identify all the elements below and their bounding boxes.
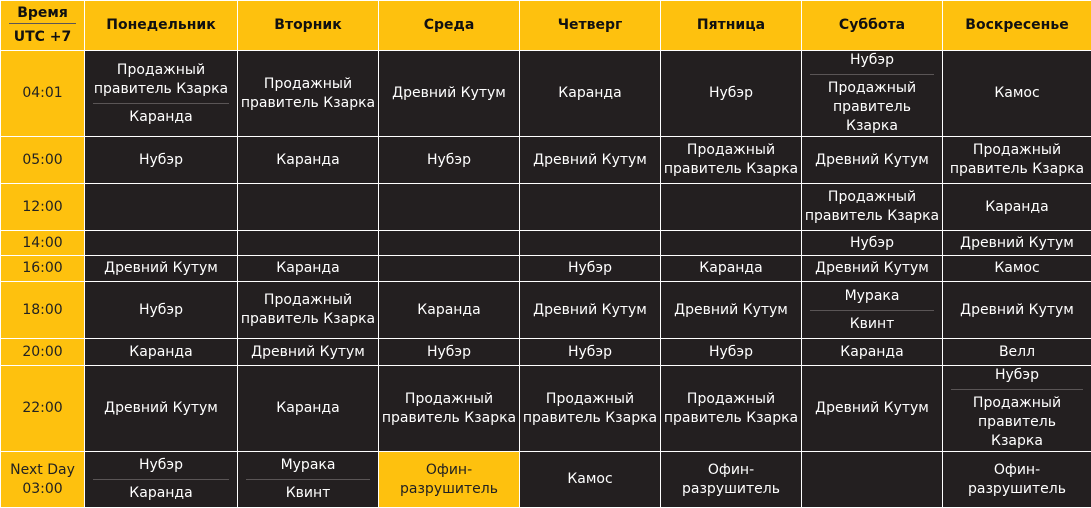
- time-cell: [1, 282, 85, 339]
- schedule-cell: [520, 282, 661, 339]
- boss-name: Нубэр: [381, 343, 517, 362]
- schedule-cell: [238, 51, 379, 137]
- schedule-cell: [379, 282, 520, 339]
- boss-name: Нубэр: [522, 259, 658, 278]
- time-label: 20:00: [3, 343, 82, 362]
- boss-name: Нубэр: [804, 51, 940, 74]
- boss-name: Каранда: [87, 343, 235, 362]
- boss-name: Древний Кутум: [945, 234, 1089, 253]
- schedule-cell: [238, 339, 379, 366]
- schedule-row: [1, 137, 1091, 184]
- boss-name: Каранда: [240, 151, 376, 170]
- boss-name: Каранда: [945, 198, 1089, 217]
- schedule-cell: [85, 452, 238, 508]
- time-cell: [1, 366, 85, 452]
- time-label: 22:00: [3, 399, 82, 418]
- schedule-cell: [238, 231, 379, 256]
- schedule-cell: [943, 51, 1091, 137]
- schedule-cell: [802, 282, 943, 339]
- boss-name: Каранда: [381, 301, 517, 320]
- header-day-saturday: Суббота: [802, 1, 943, 51]
- time-cell: [1, 339, 85, 366]
- boss-name: Каранда: [663, 259, 799, 278]
- schedule-cell: [238, 282, 379, 339]
- boss-name: Офин-разрушитель: [663, 461, 799, 499]
- boss-name: Нубэр: [87, 301, 235, 320]
- boss-name: Древний Кутум: [240, 343, 376, 362]
- boss-name: Камос: [945, 259, 1089, 278]
- boss-name: Офин-разрушитель: [945, 461, 1089, 499]
- schedule-body: [1, 51, 1091, 508]
- boss-name: Продажный правитель Кзарка: [87, 61, 235, 103]
- schedule-cell: [85, 231, 238, 256]
- boss-name: Каранда: [93, 103, 229, 127]
- schedule-cell: [661, 137, 802, 184]
- time-cell: [1, 137, 85, 184]
- boss-name: Продажный правитель Кзарка: [240, 291, 376, 329]
- schedule-cell: [379, 137, 520, 184]
- time-cell: [1, 231, 85, 256]
- time-label: 03:00: [3, 480, 82, 499]
- header-day-wednesday: Среда: [379, 1, 520, 51]
- schedule-cell: [802, 452, 943, 508]
- boss-name: Нубэр: [87, 456, 235, 479]
- boss-name: Каранда: [522, 84, 658, 103]
- boss-name: Продажный правитель Кзарка: [522, 390, 658, 428]
- schedule-cell: [379, 339, 520, 366]
- schedule-cell: [661, 282, 802, 339]
- boss-name: Продажный правитель Кзарка: [240, 75, 376, 113]
- schedule-cell: [943, 231, 1091, 256]
- header-day-monday: Понедельник: [85, 1, 238, 51]
- schedule-cell: [85, 184, 238, 231]
- schedule-cell: [520, 256, 661, 282]
- schedule-cell: [943, 256, 1091, 282]
- boss-name: Велл: [945, 343, 1089, 362]
- schedule-cell: [802, 137, 943, 184]
- boss-name: Древний Кутум: [663, 301, 799, 320]
- schedule-cell: [943, 184, 1091, 231]
- schedule-cell: [661, 339, 802, 366]
- schedule-cell: [238, 137, 379, 184]
- time-cell: [1, 452, 85, 508]
- schedule-row: [1, 366, 1091, 452]
- schedule-cell: [85, 339, 238, 366]
- schedule-row: [1, 231, 1091, 256]
- boss-name: Нубэр: [804, 234, 940, 253]
- boss-name: Продажный правитель Кзарка: [810, 74, 934, 136]
- header-day-friday: Пятница: [661, 1, 802, 51]
- boss-name: Мурака: [804, 287, 940, 310]
- boss-name: Нубэр: [87, 151, 235, 170]
- schedule-cell: [802, 51, 943, 137]
- boss-name: Квинт: [810, 310, 934, 334]
- time-label: 14:00: [3, 234, 82, 253]
- schedule-row: [1, 452, 1091, 508]
- schedule-cell: [85, 51, 238, 137]
- schedule-cell: [661, 366, 802, 452]
- boss-name: Камос: [945, 84, 1089, 103]
- boss-name: Продажный правитель Кзарка: [663, 141, 799, 179]
- schedule-cell: [802, 184, 943, 231]
- header-day-thursday: Четверг: [520, 1, 661, 51]
- boss-name: Продажный правитель Кзарка: [381, 390, 517, 428]
- time-cell: [1, 256, 85, 282]
- schedule-cell: [943, 137, 1091, 184]
- schedule-cell: [379, 256, 520, 282]
- boss-name: Древний Кутум: [804, 151, 940, 170]
- schedule-cell: [661, 231, 802, 256]
- boss-name: Нубэр: [381, 151, 517, 170]
- schedule-cell: [379, 231, 520, 256]
- schedule-cell: [520, 366, 661, 452]
- boss-name: Каранда: [93, 479, 229, 503]
- boss-name: Квинт: [246, 479, 370, 503]
- schedule-cell: [520, 452, 661, 508]
- boss-name: Камос: [522, 470, 658, 489]
- header-day-sunday: Воскресенье: [943, 1, 1091, 51]
- boss-name: Офин-разрушитель: [381, 461, 517, 499]
- schedule-cell: [520, 184, 661, 231]
- schedule-cell: [802, 256, 943, 282]
- header-time-label: Время: [3, 4, 82, 23]
- boss-name: Древний Кутум: [87, 399, 235, 418]
- schedule-cell: [238, 452, 379, 508]
- schedule-cell: [661, 51, 802, 137]
- boss-name: Мурака: [240, 456, 376, 479]
- boss-name: Древний Кутум: [804, 399, 940, 418]
- boss-name: Продажный правитель Кзарка: [663, 390, 799, 428]
- boss-name: Древний Кутум: [945, 301, 1089, 320]
- schedule-cell: [379, 366, 520, 452]
- schedule-cell: [85, 137, 238, 184]
- boss-name: Древний Кутум: [87, 259, 235, 278]
- boss-name: Каранда: [804, 343, 940, 362]
- time-label: 05:00: [3, 151, 82, 170]
- schedule-cell: [379, 51, 520, 137]
- schedule-row: [1, 51, 1091, 137]
- header-timezone: UTC +7: [9, 23, 76, 47]
- schedule-cell: [85, 366, 238, 452]
- schedule-cell: [802, 339, 943, 366]
- schedule-cell: [802, 231, 943, 256]
- schedule-cell: [520, 51, 661, 137]
- schedule-row: [1, 282, 1091, 339]
- schedule-cell: [661, 256, 802, 282]
- schedule-cell: [520, 339, 661, 366]
- boss-name: Древний Кутум: [804, 259, 940, 278]
- time-label: 04:01: [3, 84, 82, 103]
- schedule-cell: [661, 184, 802, 231]
- boss-name: Продажный правитель Кзарка: [945, 141, 1089, 179]
- schedule-row: [1, 184, 1091, 231]
- boss-name: Продажный правитель Кзарка: [804, 188, 940, 226]
- schedule-cell: [943, 339, 1091, 366]
- time-cell: [1, 51, 85, 137]
- boss-name: Древний Кутум: [522, 301, 658, 320]
- schedule-cell: [943, 366, 1091, 452]
- time-cell: [1, 184, 85, 231]
- boss-name: Продажный правитель Кзарка: [951, 389, 1083, 451]
- boss-name: Каранда: [240, 259, 376, 278]
- schedule-cell: [520, 231, 661, 256]
- time-label: Next Day: [3, 461, 82, 480]
- schedule-cell: [379, 184, 520, 231]
- schedule-cell: [379, 452, 520, 508]
- schedule-cell: [238, 184, 379, 231]
- header-row: [1, 1, 1091, 51]
- header-time: [1, 1, 85, 51]
- boss-name: Нубэр: [522, 343, 658, 362]
- schedule-row: [1, 256, 1091, 282]
- boss-name: Древний Кутум: [522, 151, 658, 170]
- boss-name: Нубэр: [663, 84, 799, 103]
- schedule-cell: [661, 452, 802, 508]
- boss-name: Древний Кутум: [381, 84, 517, 103]
- schedule-cell: [238, 366, 379, 452]
- schedule-cell: [238, 256, 379, 282]
- boss-name: Нубэр: [663, 343, 799, 362]
- time-label: 18:00: [3, 301, 82, 320]
- time-label: 16:00: [3, 259, 82, 278]
- schedule-cell: [85, 256, 238, 282]
- schedule-cell: [85, 282, 238, 339]
- header-day-tuesday: Вторник: [238, 1, 379, 51]
- schedule-cell: [943, 452, 1091, 508]
- schedule-cell: [520, 137, 661, 184]
- schedule-cell: [802, 366, 943, 452]
- schedule-cell: [943, 282, 1091, 339]
- boss-name: Нубэр: [945, 366, 1089, 389]
- time-label: 12:00: [3, 198, 82, 217]
- boss-name: Каранда: [240, 399, 376, 418]
- schedule-row: [1, 339, 1091, 366]
